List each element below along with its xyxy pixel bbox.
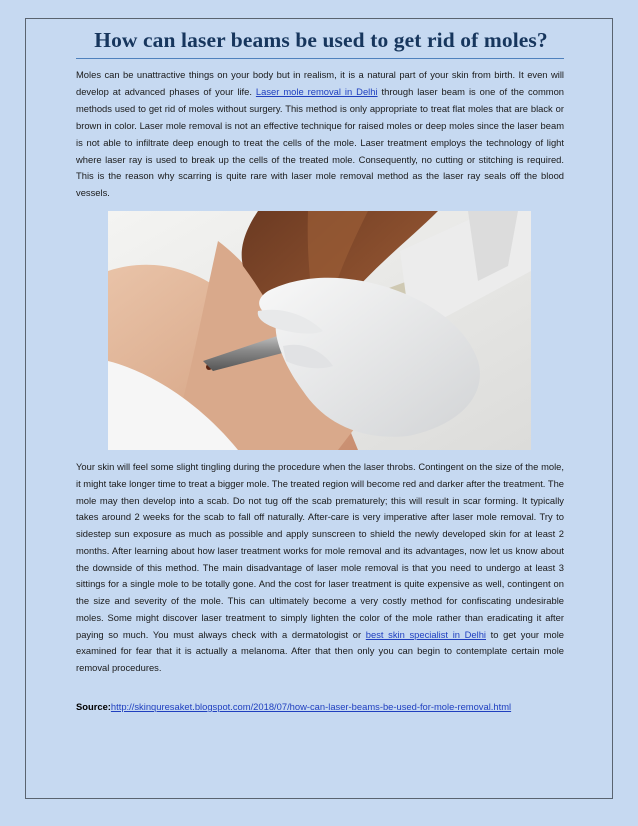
page-title: How can laser beams be used to get rid of moles? [94,28,548,52]
intro-text-start: Moles can be unattractive things on your body but in realism, it is a natural part of your skin from birth. It even will develop at advanced phases of your life. [76,69,564,97]
source-label: Source [76,701,108,712]
intro-paragraph [76,67,564,202]
source-colon: : [107,701,111,712]
intro-text-end: through laser beam is one of the common methods used to get rid of moles without surgery. This method is only appropriate to treat flat moles that are black or brown in color. Laser mole removal is not an effective technique for raised moles or deep moles since the laser beam is not able to infiltrate deep enough to treat the cells of the mole. Laser treatment employs the technology of light where laser ray is used to break up the cells of the treated mole. Consequently, no cutting or stitching is required. This is the reason why scarring is quite rare with laser mole removal method as the laser ray seals off the blood vessels. [76,85,564,199]
source-citation [76,698,564,715]
source-url-link[interactable]: http://skinquresaket.blogspot.com/2018/07/how-can-laser-beams-be-used-for-mole-removal.html [110,701,512,712]
title-underline [76,58,564,59]
laser-mole-removal-link[interactable]: Laser mole removal in Delhi [255,85,378,97]
body-text-end: to get your mole examined for fear that it is actually a melanoma. After that then only you can begin to contemplate certain mole removal procedures. [76,628,564,673]
body-paragraph [76,459,564,677]
laser-treatment-photo [108,211,531,450]
body-text-start: Your skin will feel some slight tingling during the procedure when the laser throbs. Contingent on the size of the mole, it might take longer time to treat a bigger mole. The treated region will become red and darker after the treatment. The mole may then develop into a scab. Do not tug off the scab prematurely; this will result in scar forming. It typically takes around 2 weeks for the scab to fall off naturally. After-care is very imperative after laser mole removal. Try to sidestep sun exposure as much as possible and apply sunscreen to shield the newly developed skin for at least 2 months. After learning about how laser treatment works for mole removal and its advantages, now let us know about the downside of this method. The main disadvantage of laser mole removal is that you need to undergo at least 3 sittings for a single mole to be totally gone. And the cost for laser treatment is quite expensive as well, contingent on the size and severity of the mole. This can ultimately become a very costly method for confiscating undesirable moles. Some might discover laser treatment to simply lighten the color of the mole rather than eradicating it after paying so much. You must always check with a dermatologist or [76,461,564,640]
skin-specialist-link[interactable]: best skin specialist in Delhi [365,628,486,640]
